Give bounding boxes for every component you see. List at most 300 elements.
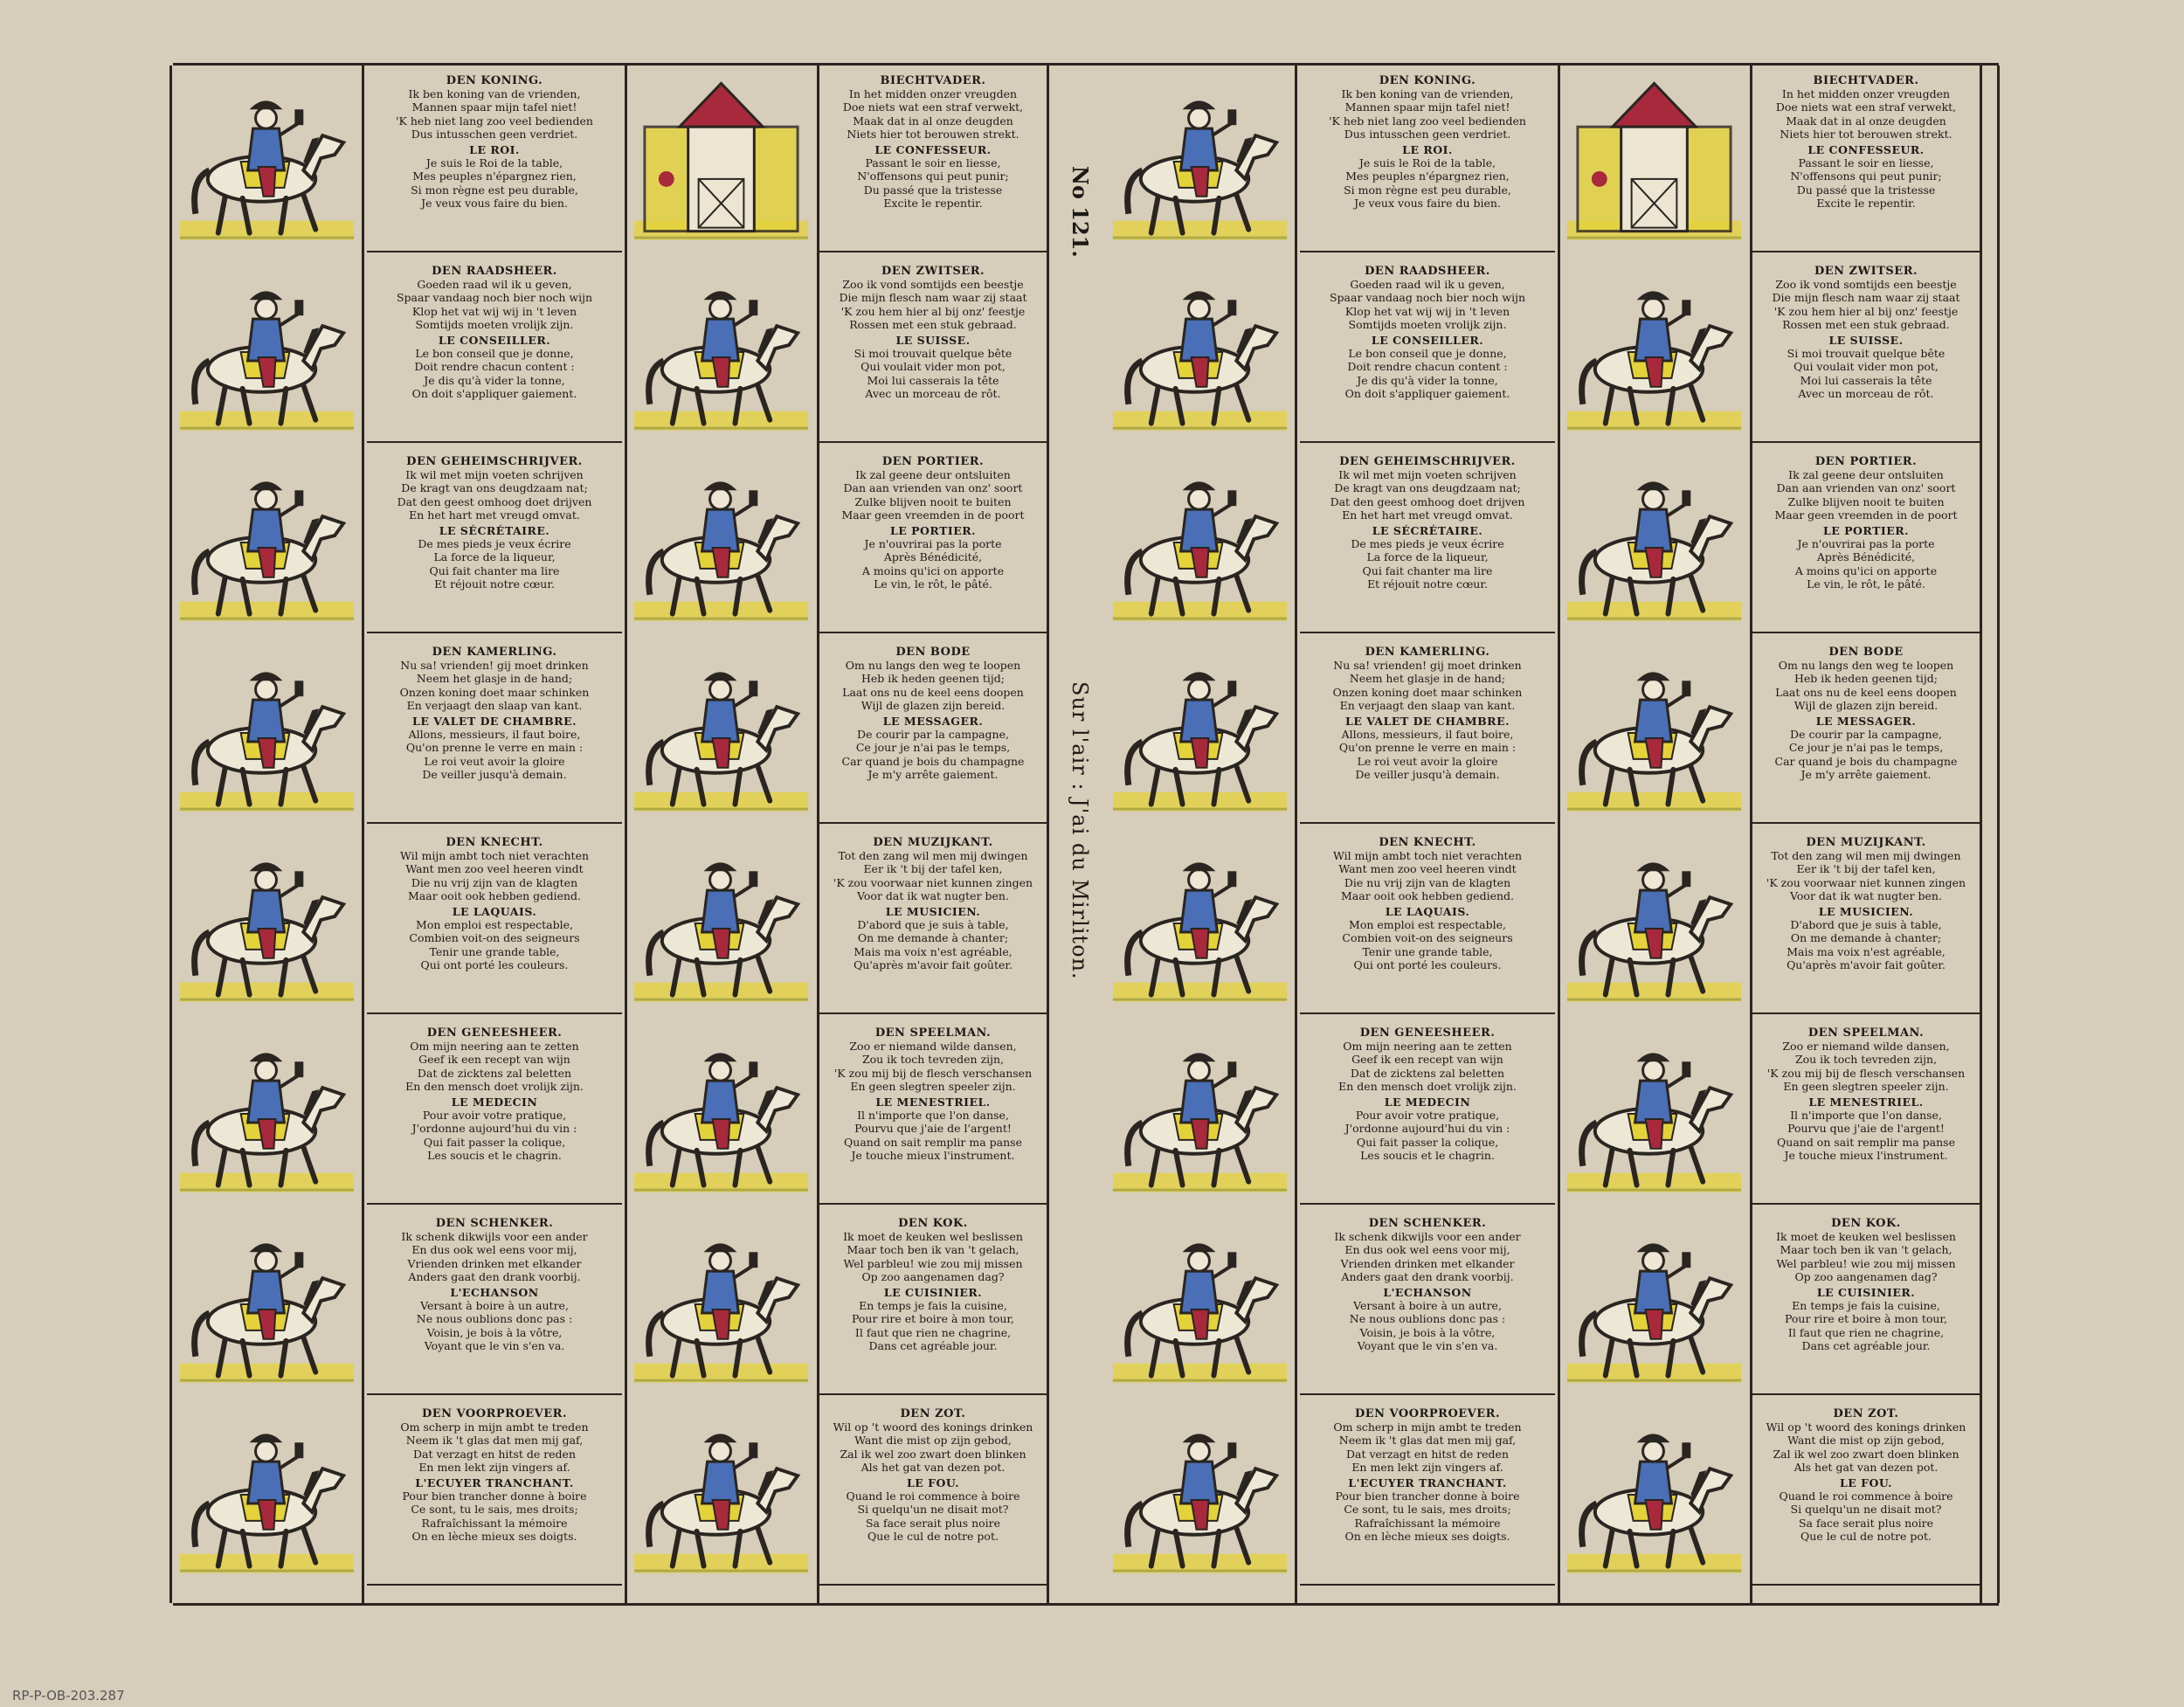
verse-line-french: Je suis le Roi de la table,: [425, 156, 563, 170]
verse-line-french: A moins qu'ici on apporte: [861, 563, 1005, 577]
verse-line-dutch: Wil op 't woord des konings drinken: [1766, 1420, 1966, 1434]
verse-line-dutch: Nu sa! vrienden! gij moet drinken: [1333, 659, 1522, 673]
verse-line-french: N'offensons qui peut punir;: [1790, 169, 1942, 183]
verse-title-dutch: DEN GEHEIMSCHRIJVER.: [406, 455, 583, 468]
verse-line-french: Voyant que le vin s'en va.: [424, 1338, 565, 1352]
muzijkant-verse-block: [819, 833, 1047, 1014]
verse-line-dutch: Anders gaat den drank voorbij.: [408, 1269, 581, 1283]
bode-verse-block: [819, 642, 1047, 824]
verse-line-dutch: Klop het vat wij wij in 't leven: [1344, 304, 1510, 318]
verse-line-dutch: En geen slegtren speeler zijn.: [850, 1079, 1016, 1093]
verse-title-dutch: DEN MUZIJKANT.: [873, 836, 993, 849]
verse-line-dutch: Op zoo aangenamen dag?: [1794, 1269, 1938, 1283]
verse-line-french: Pour avoir votre pratique,: [1355, 1109, 1500, 1123]
voorproever-verse-block: [1300, 1404, 1555, 1586]
verse-line-dutch: Die mijn flesch nam waar zij staat: [1772, 291, 1960, 305]
verse-line-french: Ce sont, tu le sais, mes droits;: [1344, 1503, 1511, 1517]
verse-line-french: Doit rendre chacun content :: [1347, 360, 1508, 374]
verse-line-dutch: Zou ik toch tevreden zijn,: [1794, 1053, 1938, 1067]
verse-line-french: On me demande à chanter;: [1790, 931, 1942, 945]
kamerling-verse-block: [1300, 642, 1555, 824]
border-rule: [169, 66, 172, 1603]
zot-woodcut-image: [1560, 1404, 1748, 1586]
verse-line-french: Versant à boire à un autre,: [1353, 1299, 1502, 1313]
verse-line-french: Je veux vous faire du bien.: [421, 196, 568, 210]
verse-title-french: LE FOU.: [1839, 1476, 1893, 1490]
verse-line-french: A moins qu'ici on apporte: [1794, 563, 1938, 577]
verse-line-dutch: Ik moet de keuken wel beslissen: [1776, 1230, 1956, 1244]
verse-line-dutch: 'K zou mij bij de flesch verschansen: [1766, 1066, 1966, 1080]
verse-line-dutch: Neem het glasje in de hand;: [416, 672, 573, 686]
verse-line-french: Du passé que la tristesse: [863, 183, 1003, 197]
verse-line-french: Moi lui casserais la tête: [1800, 373, 1932, 387]
verse-title-dutch: DEN KONING.: [446, 74, 543, 87]
zot-rider-figure: [627, 1404, 815, 1586]
verse-line-french: Il n'importe que l'on danse,: [857, 1109, 1009, 1123]
verse-line-french: Les soucis et le chagrin.: [427, 1148, 562, 1162]
verse-line-dutch: Die nu vrij zijn van de klagten: [411, 875, 578, 889]
kok-woodcut-image: [627, 1213, 815, 1395]
verse-line-french: Ce sont, tu le sais, mes droits;: [411, 1503, 578, 1517]
verse-line-french: Et réjouit notre cœur.: [1367, 577, 1488, 591]
koning-verse-block: [1300, 71, 1555, 252]
verse-line-dutch: Maar ooit ook hebben gediend.: [408, 888, 581, 902]
verse-line-french: Allons, messieurs, il faut boire,: [408, 728, 581, 742]
verse-line-dutch: Ik schenk dikwijls voor een ander: [1334, 1230, 1521, 1244]
verse-line-french: Rafraîchissant la mémoire: [421, 1516, 568, 1530]
verse-line-french: Les soucis et le chagrin.: [1360, 1148, 1495, 1162]
verse-line-french: Sa face serait plus noire: [865, 1516, 1001, 1530]
verse-line-french: Ne nous oublions donc pas :: [1349, 1312, 1506, 1326]
zot-woodcut-image: [627, 1404, 815, 1586]
verse-line-dutch: Als het gat van dezen pot.: [860, 1460, 1006, 1474]
verse-line-dutch: Die nu vrij zijn van de klagten: [1344, 875, 1511, 889]
kok-rider-figure: [1560, 1213, 1748, 1395]
verse-title-dutch: BIECHTVADER.: [1813, 74, 1919, 87]
verse-title-dutch: DEN ZOT.: [900, 1407, 966, 1420]
verse-line-dutch: Eer ik 't bij der tafel ken,: [1796, 862, 1936, 876]
verse-line-dutch: Geef ik een recept van wijn: [1351, 1053, 1503, 1067]
geheimschrijver-rider-figure: [173, 452, 361, 633]
verse-line-french: Si moi trouvait quelque bête: [854, 347, 1013, 361]
verse-line-dutch: 'K zou hem hier al bij onz' feestje: [1773, 304, 1959, 318]
verse-line-french: Je n'ouvrirai pas la porte: [1797, 537, 1935, 551]
verse-title-dutch: DEN GENEESHEER.: [426, 1026, 563, 1040]
geheimschrijver-verse-block: [1300, 452, 1555, 633]
schenker-rider-figure: [173, 1213, 361, 1395]
biechtvader-verse-block: [819, 71, 1047, 252]
verse-title-french: LE MEDECIN: [451, 1095, 538, 1109]
speelman-woodcut-image: [1560, 1023, 1748, 1205]
verse-title-french: LE CONFESSEUR.: [1807, 143, 1925, 157]
raadsheer-woodcut-image: [1106, 261, 1294, 443]
verse-title-dutch: DEN KONING.: [1379, 74, 1476, 87]
verse-line-french: Pourvu que j'aie de l'argent!: [1787, 1122, 1945, 1136]
verse-line-french: Pourvu que j'aie de l'argent!: [854, 1122, 1012, 1136]
verse-title-french: LE PORTIER.: [1822, 524, 1910, 538]
verse-line-french: Pour avoir votre pratique,: [422, 1109, 567, 1123]
bode-rider-figure: [1560, 642, 1748, 824]
verse-line-french: Car quand je bois du champagne: [1774, 754, 1958, 768]
verse-title-french: LE MUSICIEN.: [885, 905, 981, 919]
verse-title-french: LE MEDECIN: [1384, 1095, 1471, 1109]
portier-rider-figure: [627, 452, 815, 633]
verse-title-dutch: BIECHTVADER.: [880, 74, 986, 87]
zot-verse-block: [819, 1404, 1047, 1586]
column-rule: [1295, 66, 1297, 1603]
portier-woodcut-image: [627, 452, 815, 633]
verse-line-dutch: Niets hier tot berouwen strekt.: [847, 127, 1019, 141]
biechtvader-woodcut-image: [627, 71, 815, 252]
koning-verse-block: [367, 71, 622, 252]
verse-line-french: Il faut que rien ne chagrine,: [854, 1325, 1012, 1339]
verse-line-dutch: Vrienden drinken met elkander: [1340, 1256, 1515, 1270]
verse-line-dutch: Dus intusschen geen verdriet.: [1344, 127, 1511, 141]
print-number: No 121.: [1068, 166, 1093, 258]
verse-line-dutch: Goeden raad wil ik u geven,: [417, 278, 572, 292]
verse-line-dutch: Klop het vat wij wij in 't leven: [411, 304, 577, 318]
verse-line-french: Si quelqu'un ne disait mot?: [1790, 1503, 1942, 1517]
schenker-woodcut-image: [1106, 1213, 1294, 1395]
raadsheer-verse-block: [367, 261, 622, 443]
verse-title-dutch: DEN PORTIER.: [1814, 455, 1918, 468]
verse-line-french: Il n'importe que l'on danse,: [1790, 1109, 1942, 1123]
verse-line-dutch: Wil op 't woord des konings drinken: [833, 1420, 1033, 1434]
verse-line-dutch: Heb ik heden geenen tijd;: [1794, 672, 1939, 686]
verse-line-french: Si moi trouvait quelque bête: [1787, 347, 1946, 361]
verse-line-dutch: Om mijn neering aan te zetten: [410, 1040, 579, 1054]
verse-title-french: L'ECHANSON: [450, 1286, 539, 1300]
verse-line-dutch: Rossen met een stuk gebraad.: [1782, 317, 1950, 331]
column-rule: [362, 66, 364, 1603]
verse-title-french: LE MUSICIEN.: [1818, 905, 1914, 919]
verse-line-dutch: Wijl de glazen zijn bereid.: [860, 698, 1006, 712]
verse-line-dutch: En men lekt zijn vingers af.: [1351, 1460, 1503, 1474]
verse-line-french: Quand le roi commence à boire: [846, 1489, 1020, 1503]
verse-line-dutch: Dat den geest omhoog doet drijven: [1330, 494, 1525, 508]
geneesheer-woodcut-image: [173, 1023, 361, 1205]
kok-verse-block: [819, 1213, 1047, 1395]
column-rule: [1047, 66, 1049, 1603]
verse-line-french: La force de la liqueur,: [1366, 550, 1489, 564]
verse-title-dutch: DEN KOK.: [898, 1217, 968, 1230]
verse-line-french: Après Bénédicité,: [1816, 550, 1916, 564]
verse-line-dutch: En geen slegtren speeler zijn.: [1783, 1079, 1949, 1093]
verse-line-french: On doit s'appliquer gaiement.: [1344, 386, 1510, 400]
verse-line-dutch: Die mijn flesch nam waar zij staat: [839, 291, 1027, 305]
muzijkant-rider-figure: [1560, 833, 1748, 1014]
verse-line-dutch: Neem het glasje in de hand;: [1349, 672, 1506, 686]
verse-title-french: L'ECHANSON: [1383, 1286, 1472, 1300]
verse-line-dutch: Maar geen vreemden in de poort: [841, 508, 1025, 522]
verse-line-french: Qui voulait vider mon pot,: [1794, 360, 1939, 374]
verse-line-french: Qui fait passer la colique,: [423, 1135, 566, 1149]
verse-line-dutch: Zoo er niemand wilde dansen,: [849, 1040, 1017, 1054]
verse-line-dutch: Als het gat van dezen pot.: [1794, 1460, 1939, 1474]
verse-line-french: De mes pieds je veux écrire: [1351, 537, 1504, 551]
knecht-woodcut-image: [1106, 833, 1294, 1014]
verse-line-dutch: Want men zoo veel heeren vindt: [405, 862, 584, 876]
verse-line-french: Rafraîchissant la mémoire: [1354, 1516, 1501, 1530]
koning-rider-figure: [1106, 71, 1294, 252]
verse-line-french: Voisin, je bois à la vôtre,: [1359, 1325, 1496, 1339]
raadsheer-woodcut-image: [173, 261, 361, 443]
verse-line-dutch: Ik moet de keuken wel beslissen: [843, 1230, 1023, 1244]
verse-line-dutch: Neem ik 't glas dat men mij gaf,: [1338, 1434, 1517, 1448]
verse-line-dutch: Dat den geest omhoog doet drijven: [397, 494, 592, 508]
zwitser-rider-figure: [1560, 261, 1748, 443]
verse-line-dutch: Mannen spaar mijn tafel niet!: [1344, 100, 1510, 114]
verse-line-french: Qu'on prenne le verre en main :: [405, 741, 584, 755]
voorproever-woodcut-image: [1106, 1404, 1294, 1586]
verse-line-dutch: Wel parbleu! wie zou mij missen: [1776, 1256, 1956, 1270]
column-rule: [1980, 66, 1982, 1603]
verse-line-french: Je m'y arrête gaiement.: [867, 767, 999, 781]
verse-title-dutch: DEN KAMERLING.: [432, 646, 557, 659]
geneesheer-rider-figure: [1106, 1023, 1294, 1205]
verse-line-french: Qui fait chanter ma lire: [1362, 563, 1493, 577]
verse-title-dutch: DEN RAADSHEER.: [1365, 265, 1490, 278]
verse-line-dutch: De kragt van ons deugdzaam nat;: [1334, 481, 1521, 495]
verse-title-french: LE CONSEILLER.: [1371, 334, 1484, 348]
verse-line-dutch: 'K zou voorwaar niet kunnen zingen: [1766, 875, 1966, 889]
verse-title-dutch: DEN VOORPROEVER.: [1354, 1407, 1501, 1420]
verse-line-french: Combien voit-on des seigneurs: [1342, 931, 1513, 945]
portier-verse-block: [819, 452, 1047, 633]
verse-line-dutch: Heb ik heden geenen tijd;: [860, 672, 1006, 686]
verse-line-dutch: Spaar vandaag noch bier noch wijn: [1329, 291, 1526, 305]
verse-line-french: Et réjouit notre cœur.: [434, 577, 555, 591]
verse-line-dutch: Spaar vandaag noch bier noch wijn: [396, 291, 593, 305]
verse-line-dutch: Niets hier tot berouwen strekt.: [1780, 127, 1952, 141]
verse-line-dutch: Ik wil met mijn voeten schrijven: [405, 468, 584, 482]
biechtvader-rider-figure: [627, 71, 815, 252]
verse-line-dutch: Zoo er niemand wilde dansen,: [1782, 1040, 1950, 1054]
verse-line-dutch: Maar geen vreemden in de poort: [1774, 508, 1958, 522]
verse-line-french: Quand on sait remplir ma panse: [1777, 1135, 1955, 1149]
verse-line-french: Qui voulait vider mon pot,: [860, 360, 1006, 374]
geheimschrijver-woodcut-image: [1106, 452, 1294, 633]
verse-title-dutch: DEN SCHENKER.: [1368, 1217, 1487, 1230]
verse-title-french: L'ECUYER TRANCHANT.: [415, 1476, 574, 1490]
verse-line-french: Doit rendre chacun content :: [414, 360, 575, 374]
verse-line-french: Que le cul de notre pot.: [867, 1529, 999, 1543]
verse-title-dutch: DEN GEHEIMSCHRIJVER.: [1339, 455, 1516, 468]
verse-line-french: Je touche mieux l'instrument.: [1784, 1148, 1948, 1162]
verse-line-french: D'abord que je suis à table,: [857, 918, 1009, 932]
verse-line-french: On doit s'appliquer gaiement.: [411, 386, 577, 400]
column-rule: [1558, 66, 1560, 1603]
verse-line-french: Pour rire et boire à mon tour,: [1784, 1312, 1948, 1326]
verse-line-dutch: Onzen koning doet maar schinken: [1332, 685, 1523, 699]
verse-line-dutch: Wil mijn ambt toch niet verachten: [399, 849, 590, 863]
verse-line-french: Qui ont porté les couleurs.: [420, 957, 569, 971]
verse-line-dutch: Want die mist op zijn gebod,: [854, 1434, 1012, 1448]
verse-line-french: Mais ma voix n'est agréable,: [854, 944, 1013, 958]
verse-line-french: Ce jour je n'ai pas le temps,: [1788, 741, 1944, 755]
verse-line-french: Quand le roi commence à boire: [1779, 1489, 1953, 1503]
verse-line-french: On en lèche mieux ses doigts.: [411, 1529, 577, 1543]
verse-title-french: LE SÉCRÉTAIRE.: [439, 524, 550, 538]
raadsheer-rider-figure: [1106, 261, 1294, 443]
kamerling-woodcut-image: [173, 642, 361, 824]
archive-inventory-number: RP-P-OB-203.287: [12, 1688, 125, 1704]
verse-title-french: LE LAQUAIS.: [1385, 905, 1470, 919]
verse-title-french: LE PORTIER.: [889, 524, 977, 538]
verse-line-dutch: Want die mist op zijn gebod,: [1787, 1434, 1945, 1448]
verse-line-french: Ce jour je n'ai pas le temps,: [855, 741, 1011, 755]
verse-line-french: Mes peuples n'épargnez rien,: [412, 169, 577, 183]
biechtvader-rider-figure: [1560, 71, 1748, 252]
verse-line-french: Passant le soir en liesse,: [1798, 156, 1934, 170]
kok-rider-figure: [627, 1213, 815, 1395]
knecht-rider-figure: [173, 833, 361, 1014]
verse-title-dutch: DEN BODE: [895, 646, 971, 659]
verse-line-french: Dans cet agréable jour.: [868, 1338, 998, 1352]
verse-line-french: Qui ont porté les couleurs.: [1353, 957, 1502, 971]
verse-line-french: Je dis qu'à vider la tonne,: [424, 373, 565, 387]
tune-indication: Sur l'air : J'ai du Mirliton.: [1068, 681, 1092, 980]
verse-line-french: Pour bien trancher donne à boire: [402, 1489, 587, 1503]
verse-line-french: Qu'après m'avoir fait goûter.: [1787, 957, 1946, 971]
verse-line-french: Passant le soir en liesse,: [865, 156, 1001, 170]
verse-line-dutch: Ik ben koning van de vrienden,: [1341, 87, 1514, 101]
verse-line-dutch: Tot den zang wil men mij dwingen: [1771, 849, 1961, 863]
raadsheer-rider-figure: [173, 261, 361, 443]
verse-line-dutch: En verjaagt den slaap van kant.: [1339, 698, 1516, 712]
kamerling-woodcut-image: [1106, 642, 1294, 824]
verse-title-dutch: DEN SPEELMAN.: [874, 1026, 992, 1040]
verse-line-dutch: Dan aan vrienden van onz' soort: [843, 481, 1023, 495]
verse-line-french: Mon emploi est respectable,: [416, 918, 573, 932]
kamerling-rider-figure: [1106, 642, 1294, 824]
verse-line-french: Quand on sait remplir ma panse: [844, 1135, 1022, 1149]
verse-title-french: LE ROI.: [469, 143, 520, 157]
verse-line-french: Ne nous oublions donc pas :: [416, 1312, 573, 1326]
verse-line-dutch: Zal ik wel zoo zwart doen blinken: [1773, 1447, 1959, 1461]
verse-line-french: Moi lui casserais la tête: [867, 373, 999, 387]
speelman-verse-block: [1752, 1023, 1980, 1205]
verse-line-french: Le bon conseil que je donne,: [1348, 347, 1507, 361]
verse-line-french: Mais ma voix n'est agréable,: [1787, 944, 1946, 958]
verse-line-dutch: Tot den zang wil men mij dwingen: [838, 849, 1028, 863]
verse-line-dutch: Voor dat ik wat nugter ben.: [857, 888, 1009, 902]
schenker-rider-figure: [1106, 1213, 1294, 1395]
muzijkant-verse-block: [1752, 833, 1980, 1014]
voorproever-woodcut-image: [173, 1404, 361, 1586]
bode-woodcut-image: [627, 642, 815, 824]
verse-title-dutch: DEN RAADSHEER.: [432, 265, 557, 278]
verse-line-dutch: Zulke blijven nooit te buiten: [1787, 494, 1945, 508]
kamerling-rider-figure: [173, 642, 361, 824]
verse-line-french: Tenir une grande table,: [1362, 944, 1493, 958]
zwitser-woodcut-image: [1560, 261, 1748, 443]
verse-line-french: De courir par la campagne,: [1790, 728, 1942, 742]
verse-title-dutch: DEN KNECHT.: [446, 836, 543, 849]
verse-line-dutch: Om scherp in mijn ambt te treden: [1333, 1420, 1522, 1434]
verse-line-french: Tenir une grande table,: [429, 944, 560, 958]
zot-verse-block: [1752, 1404, 1980, 1586]
verse-line-french: Je suis le Roi de la table,: [1358, 156, 1496, 170]
verse-line-dutch: In het midden onzer vreugden: [848, 87, 1018, 101]
voorproever-rider-figure: [173, 1404, 361, 1586]
verse-line-french: D'abord que je suis à table,: [1790, 918, 1942, 932]
verse-line-french: J'ordonne aujourd'hui du vin :: [1344, 1122, 1510, 1136]
verse-line-french: Mes peuples n'épargnez rien,: [1345, 169, 1510, 183]
verse-line-dutch: Neem ik 't glas dat men mij gaf,: [405, 1434, 584, 1448]
verse-line-dutch: De kragt van ons deugdzaam nat;: [401, 481, 588, 495]
bode-verse-block: [1752, 642, 1980, 824]
verse-line-french: Le vin, le rôt, le pâté.: [1807, 577, 1925, 591]
verse-title-french: LE FOU.: [906, 1476, 960, 1490]
verse-line-dutch: En den mensch doet vrolijk zijn.: [1338, 1079, 1517, 1093]
verse-title-french: LE LAQUAIS.: [452, 905, 537, 919]
biechtvader-verse-block: [1752, 71, 1980, 252]
muzijkant-woodcut-image: [1560, 833, 1748, 1014]
verse-line-dutch: Zou ik toch tevreden zijn,: [861, 1053, 1005, 1067]
verse-line-dutch: Mannen spaar mijn tafel niet!: [411, 100, 577, 114]
speelman-verse-block: [819, 1023, 1047, 1205]
verse-line-dutch: Doe niets wat een straf verwekt,: [842, 100, 1024, 114]
verse-line-french: En temps je fais la cuisine,: [1792, 1299, 1940, 1313]
verse-line-dutch: Ik schenk dikwijls voor een ander: [401, 1230, 588, 1244]
verse-line-dutch: 'K heb niet lang zoo veel bedienden: [1329, 114, 1526, 128]
verse-line-french: Si mon règne est peu durable,: [1344, 183, 1511, 197]
verse-title-french: LE CUISINIER.: [883, 1286, 983, 1300]
verse-line-french: J'ordonne aujourd'hui du vin :: [411, 1122, 577, 1136]
muzijkant-rider-figure: [627, 833, 815, 1014]
verse-line-dutch: Want men zoo veel heeren vindt: [1338, 862, 1517, 876]
verse-line-dutch: Eer ik 't bij der tafel ken,: [863, 862, 1003, 876]
verse-title-dutch: DEN BODE: [1828, 646, 1904, 659]
verse-line-dutch: En men lekt zijn vingers af.: [418, 1460, 570, 1474]
verse-line-french: Qui fait chanter ma lire: [429, 563, 560, 577]
verse-line-dutch: Dat de zicktens zal beletten: [417, 1066, 572, 1080]
raadsheer-verse-block: [1300, 261, 1555, 443]
verse-line-dutch: Ik zal geene deur ontsluiten: [855, 468, 1011, 482]
verse-line-dutch: Om nu langs den weg te loopen: [845, 659, 1021, 673]
knecht-woodcut-image: [173, 833, 361, 1014]
verse-line-dutch: Laat ons nu de keel eens doopen: [1775, 685, 1957, 699]
verse-line-dutch: Dat verzagt en hitst de reden: [412, 1447, 577, 1461]
voorproever-verse-block: [367, 1404, 622, 1586]
verse-title-dutch: DEN ZOT.: [1833, 1407, 1899, 1420]
verse-line-french: Si mon règne est peu durable,: [411, 183, 578, 197]
kok-verse-block: [1752, 1213, 1980, 1395]
geheimschrijver-verse-block: [367, 452, 622, 633]
geneesheer-verse-block: [367, 1023, 622, 1205]
verse-line-dutch: 'K zou voorwaar niet kunnen zingen: [833, 875, 1033, 889]
verse-line-french: Que le cul de notre pot.: [1800, 1529, 1932, 1543]
geneesheer-verse-block: [1300, 1023, 1555, 1205]
verse-line-french: Versant à boire à un autre,: [420, 1299, 569, 1313]
verse-line-dutch: En verjaagt den slaap van kant.: [406, 698, 583, 712]
column-rule: [817, 66, 819, 1603]
verse-line-french: Avec un morceau de rôt.: [865, 386, 1001, 400]
verse-line-french: Le roi veut avoir la gloire: [1357, 754, 1498, 768]
verse-title-french: LE VALET DE CHAMBRE.: [1345, 715, 1510, 729]
verse-line-dutch: Op zoo aangenamen dag?: [861, 1269, 1005, 1283]
verse-line-dutch: Om nu langs den weg te loopen: [1778, 659, 1954, 673]
verse-title-french: LE SUISSE.: [1828, 334, 1904, 348]
verse-line-dutch: En het hart met vreugd omvat.: [1342, 508, 1513, 522]
verse-title-dutch: DEN SCHENKER.: [435, 1217, 554, 1230]
verse-line-dutch: Ik ben koning van de vrienden,: [408, 87, 581, 101]
column-rule: [1750, 66, 1752, 1603]
verse-title-dutch: DEN MUZIJKANT.: [1806, 836, 1926, 849]
verse-line-french: Car quand je bois du champagne: [841, 754, 1025, 768]
verse-line-dutch: Nu sa! vrienden! gij moet drinken: [400, 659, 589, 673]
